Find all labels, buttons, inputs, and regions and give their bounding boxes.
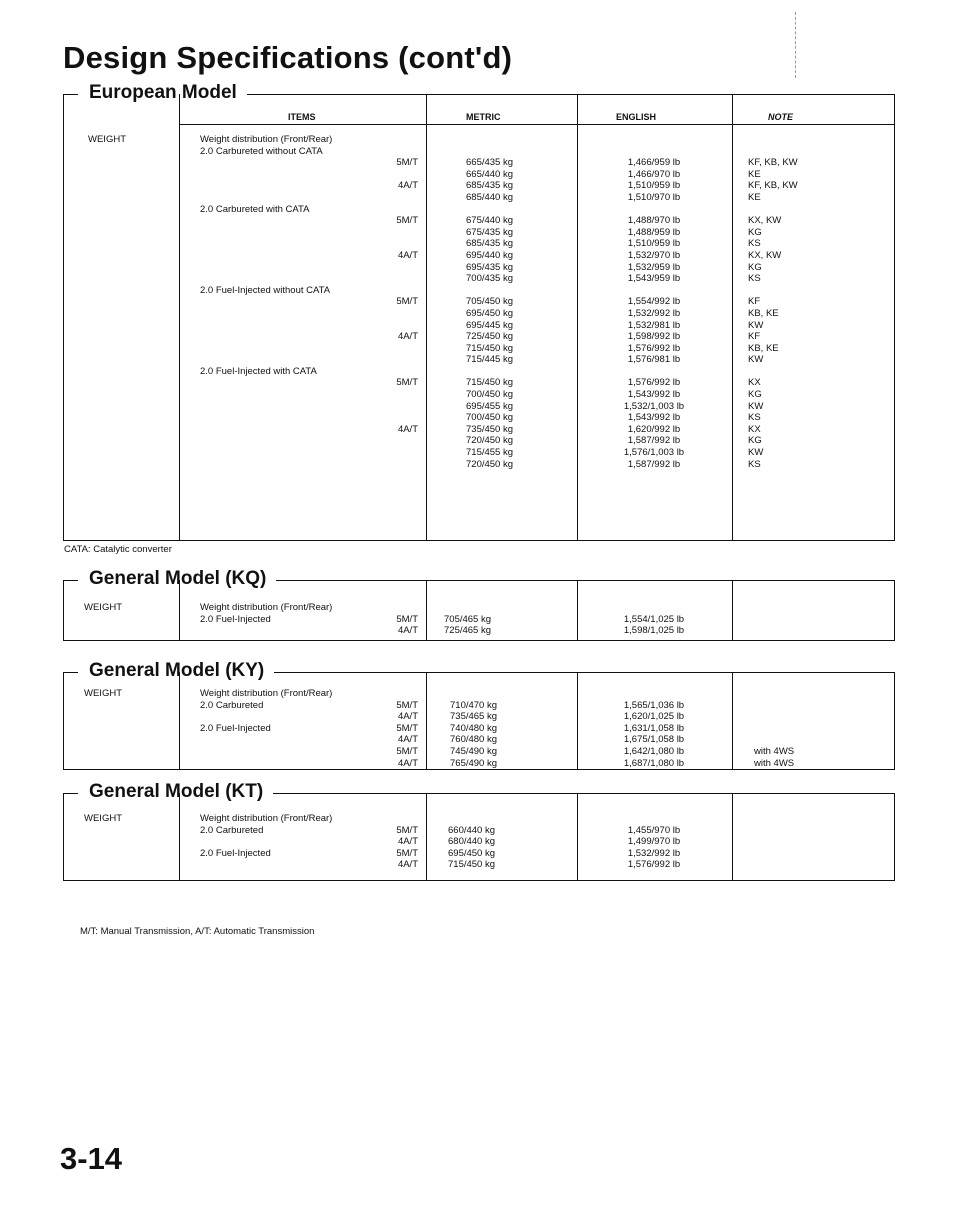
ky-table: [63, 672, 895, 770]
header-english: ENGLISH: [616, 112, 657, 122]
ky-section: [63, 660, 895, 770]
kq-table: [63, 580, 895, 641]
note-cell: KF, KB, KW KE KF, KB, KW KE KX, KW KG KS KX, KW KG KS KF KB, KE KW KF KB, KE KW KX KG KW KS KX KG KW KS: [748, 157, 798, 470]
header-items: ITEMS: [288, 112, 316, 122]
english-cell: 1,466/959 lb 1,466/970 lb 1,510/959 lb 1,510/970 lb 1,488/970 lb 1,488/959 lb 1,510/959 lb 1,532/970 lb 1,532/959 lb 1,543/959 lb 1,554/992 lb 1,532/992 lb 1,532/981 lb 1,598/992 lb 1,576/992 lb 1,576/981 lb 1,576/992 lb 1,543/992 lb 1,532/1,003 lb 1,543/992 lb 1,620/992 lb 1,587/992 lb 1,576/1,003 lb 1,587/992 lb: [623, 157, 685, 470]
transmission-footnote: M/T: Manual Transmission, A/T: Automatic Transmission: [80, 926, 315, 937]
note-cell: with 4WS with 4WS: [754, 745, 795, 769]
category-cell: WEIGHT: [84, 688, 122, 699]
european-table: [63, 94, 895, 541]
kq-section: [63, 568, 895, 648]
kt-heading: General Model (KT): [89, 781, 269, 803]
page-number: 3-14: [60, 1141, 123, 1176]
metric-cell: 665/435 kg 665/440 kg 685/435 kg 685/440 kg 675/440 kg 675/435 kg 685/435 kg 695/440 kg 695/435 kg 700/435 kg 705/450 kg 695/450 kg 695/445 kg 725/450 kg 715/450 kg 715/445 kg 715/450 kg 700/450 kg 695/455 kg 700/450 kg 735/450 kg 720/450 kg 715/455 kg 720/450 kg: [466, 157, 514, 470]
items-cell: Weight distribution (Front/Rear) 2.0 Fuel-Injected: [200, 602, 333, 625]
header-metric: METRIC: [466, 112, 501, 122]
european-heading: European Model: [89, 82, 243, 104]
category-cell: WEIGHT: [84, 813, 122, 824]
european-section: [63, 82, 895, 560]
items-cell: Weight distribution (Front/Rear) 2.0 Carbureted without CATA 2.0 Carbureted with CATA 2.0 Fuel-Injected without CATA 2.0 Fuel-Injected with CATA: [200, 134, 333, 377]
cata-footnote: CATA: Catalytic converter: [64, 544, 172, 555]
transmission-cell: 5M/T 4A/T 5M/T 4A/T 5M/T 4A/T: [396, 699, 418, 769]
transmission-cell: 5M/T 4A/T 5M/T 4A/T 5M/T 4A/T 5M/T 4A/T: [396, 157, 418, 435]
category-cell: WEIGHT: [84, 602, 122, 613]
english-cell: 1,455/970 lb 1,499/970 lb 1,532/992 lb 1,576/992 lb: [627, 824, 681, 871]
category-cell: WEIGHT: [88, 134, 126, 145]
english-cell: 1,554/1,025 lb 1,598/1,025 lb: [623, 613, 685, 637]
items-cell: Weight distribution (Front/Rear) 2.0 Carbureted 2.0 Fuel-Injected: [200, 813, 333, 859]
transmission-cell: 5M/T 4A/T: [396, 613, 418, 637]
transmission-cell: 5M/T 4A/T 5M/T 4A/T: [396, 824, 418, 871]
metric-cell: 710/470 kg 735/465 kg 740/480 kg 760/480 kg 745/490 kg 765/490 kg: [450, 699, 498, 769]
kt-section: [63, 781, 895, 881]
kq-heading: General Model (KQ): [89, 568, 272, 590]
ky-heading: General Model (KY): [89, 660, 270, 682]
metric-cell: 705/465 kg 725/465 kg: [444, 613, 492, 637]
header-note: NOTE: [768, 112, 794, 122]
page-title: Design Specifications (cont'd): [63, 40, 513, 75]
kt-table: [63, 793, 895, 881]
english-cell: 1,565/1,036 lb 1,620/1,025 lb 1,631/1,058 lb 1,675/1,058 lb 1,642/1,080 lb 1,687/1,080 lb: [623, 699, 685, 769]
metric-cell: 660/440 kg 680/440 kg 695/450 kg 715/450 kg: [448, 824, 496, 871]
scan-artifact-divider: [795, 12, 797, 78]
items-cell: Weight distribution (Front/Rear) 2.0 Carbureted 2.0 Fuel-Injected: [200, 688, 333, 734]
